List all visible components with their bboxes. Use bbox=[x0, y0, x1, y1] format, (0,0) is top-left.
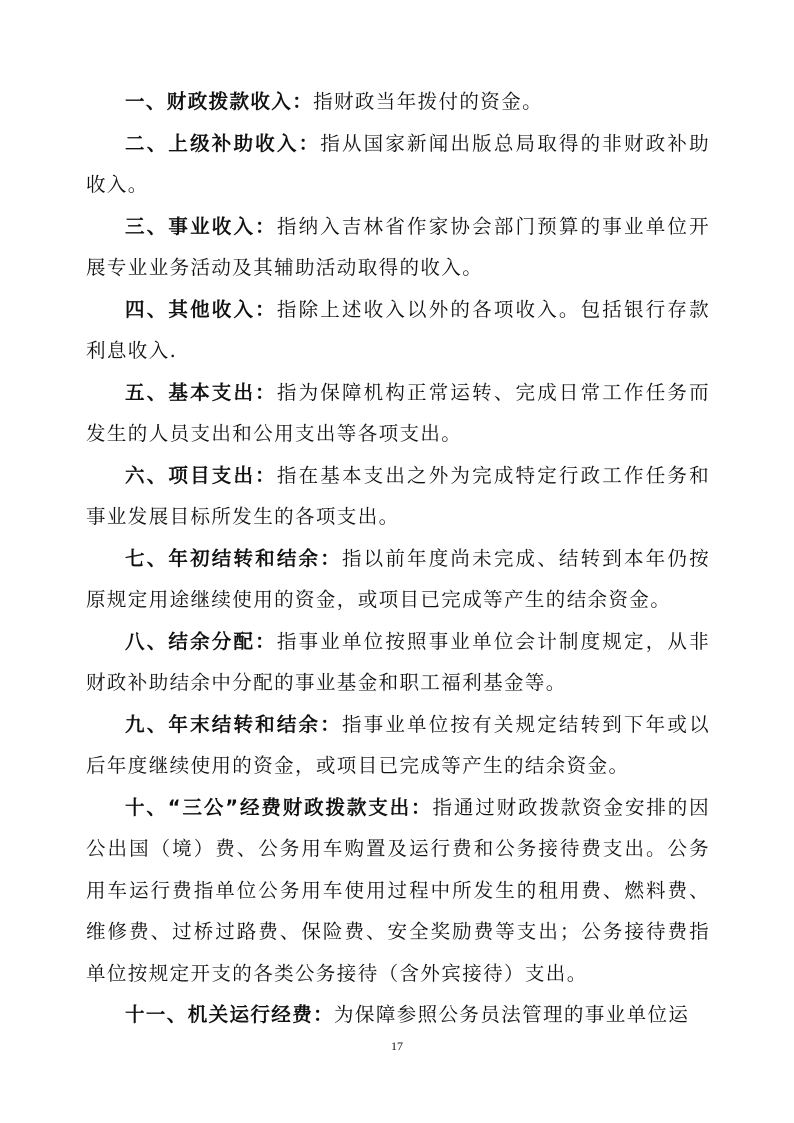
definition-term: 五、基本支出： bbox=[125, 380, 277, 404]
definition-surplus-distribution bbox=[86, 621, 710, 704]
definition-term: 二、上级补助收入： bbox=[125, 131, 321, 155]
definition-expense-project bbox=[86, 455, 710, 538]
definition-term: 九、年末结转和结余： bbox=[125, 712, 342, 736]
definition-text: 指事业单位按照事业单位会计制度规定，从非财政补助结余中分配的事业基金和职工福利基金等。 bbox=[86, 629, 710, 694]
definition-income-fiscal bbox=[86, 81, 710, 123]
definition-text: 指事业单位按有关规定结转到下年或以后年度继续使用的资金，或项目已完成等产生的结余资金。 bbox=[86, 712, 710, 777]
definition-term: 一、财政拨款收入： bbox=[125, 90, 314, 113]
definitions-list bbox=[86, 81, 710, 1036]
definition-text: 指通过财政拨款资金安排的因公出国（境）费、公务用车购置及运行费和公务接待费支出。公务用车运行费指单位公务用车使用过程中所发生的租用费、燃料费、维修费、过桥过路费、保险费、安全奖励费等支出；公务接待费指单位按规定开支的各类公务接待（含外宾接待）支出。 bbox=[86, 795, 711, 985]
definition-term: 十一、机关运行经费： bbox=[125, 1003, 335, 1026]
definition-income-business bbox=[86, 206, 710, 289]
definition-three-public-expenses bbox=[86, 787, 710, 995]
definition-text: 指除上述收入以外的各项收入。包括银行存款利息收入. bbox=[86, 297, 710, 362]
page-number: 17 bbox=[391, 1039, 403, 1053]
definition-term: 四、其他收入： bbox=[125, 297, 277, 321]
definition-text: 指以前年度尚未完成、结转到本年仍按原规定用途继续使用的资金，或项目已完成等产生的结余资金。 bbox=[86, 546, 710, 611]
definition-agency-operating-expenses bbox=[86, 994, 710, 1036]
definition-text: 指为保障机构正常运转、完成日常工作任务而发生的人员支出和公用支出等各项支出。 bbox=[86, 380, 710, 445]
definition-text: 指财政当年拨付的资金。 bbox=[313, 90, 544, 113]
definition-term: 三、事业收入： bbox=[125, 214, 277, 238]
definition-carryover-end bbox=[86, 704, 710, 787]
definition-text: 指纳入吉林省作家协会部门预算的事业单位开展专业业务活动及其辅助活动取得的收入。 bbox=[86, 214, 710, 279]
definition-income-superior-subsidy bbox=[86, 123, 710, 206]
definition-term: 十、“三公”经费财政拨款支出： bbox=[125, 795, 433, 819]
definition-text: 为保障参照公务员法管理的事业单位运 bbox=[334, 1003, 690, 1026]
definition-income-other bbox=[86, 289, 710, 372]
definition-text: 指在基本支出之外为完成特定行政工作任务和事业发展目标所发生的各项支出。 bbox=[86, 463, 710, 528]
definition-term: 八、结余分配： bbox=[125, 629, 277, 653]
definition-carryover-beginning bbox=[86, 538, 710, 621]
definition-expense-basic bbox=[86, 372, 710, 455]
definition-term: 七、年初结转和结余： bbox=[125, 546, 342, 570]
definition-term: 六、项目支出： bbox=[125, 463, 277, 487]
definition-text: 指从国家新闻出版总局取得的非财政补助收入。 bbox=[86, 131, 710, 196]
